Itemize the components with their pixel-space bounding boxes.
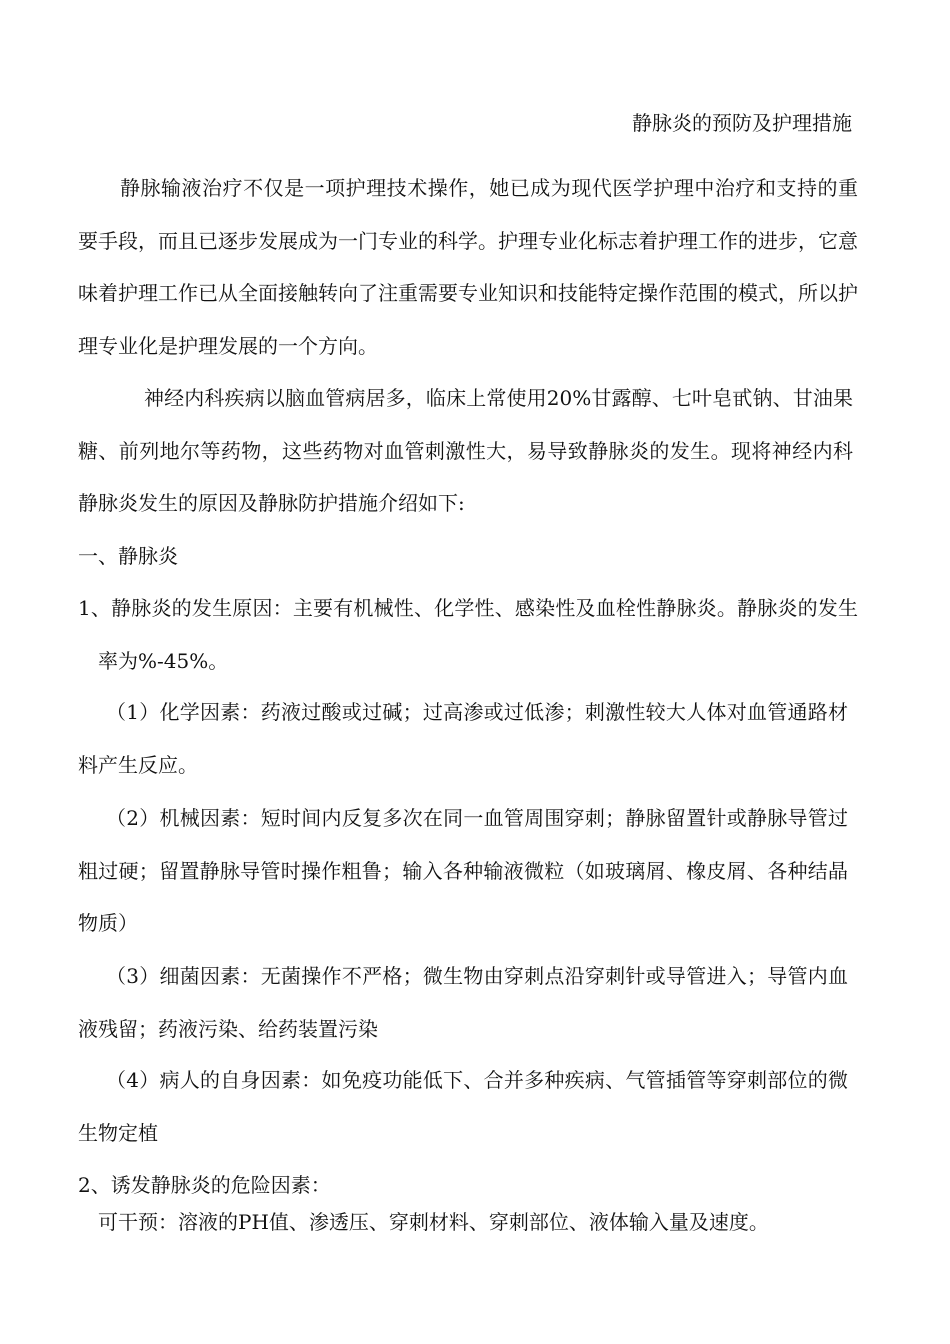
factor-patient: （4）病人的自身因素：如免疫功能低下、合并多种疾病、气管插管等穿刺部位的微生物定植: [78, 1068, 848, 1145]
list-item-causes: 1、静脉炎的发生原因：主要有机械性、化学性、感染性及血栓性静脉炎。静脉炎的发生率为%-45%。: [78, 596, 858, 673]
neuro-paragraph: 神经内科疾病以脑血管病居多，临床上常使用20%甘露醇、七叶皂甙钠、甘油果糖、前列地尔等药物，这些药物对血管刺激性大，易导致静脉炎的发生。现将神经内科静脉炎发生的原因及静脉防护措施介绍如下:: [78, 386, 853, 515]
factor-bacterial: （3）细菌因素：无菌操作不严格；微生物由穿刺点沿穿刺针或导管进入；导管内血液残留；药液污染、给药装置污染: [78, 964, 848, 1041]
document-title: 静脉炎的预防及护理措施: [632, 111, 852, 135]
list-item-risk-factors: 2、诱发静脉炎的危险因素：: [78, 1173, 331, 1197]
factor-chemical: （1）化学因素：药液过酸或过碱；过高渗或过低渗；刺激性较大人体对血管通路材料产生反应。: [78, 700, 848, 777]
factor-mechanical: （2）机械因素：短时间内反复多次在同一血管周围穿刺；静脉留置针或静脉导管过粗过硬；留置静脉导管时操作粗鲁；输入各种输液微粒（如玻璃屑、橡皮屑、各种结晶物质）: [78, 806, 848, 935]
section-heading-phlebitis: 一、静脉炎: [78, 544, 178, 568]
intro-paragraph: 静脉输液治疗不仅是一项护理技术操作，她已成为现代医学护理中治疗和支持的重要手段，而且已逐步发展成为一门专业的科学。护理专业化标志着护理工作的进步，它意味着护理工作已从全面接触转向了注重需要专业知识和技能特定操作范围的模式，所以护理专业化是护理发展的一个方向。: [78, 176, 858, 358]
risk-factors-detail: 可干预：溶液的PH值、渗透压、穿刺材料、穿刺部位、液体输入量及速度。: [98, 1210, 769, 1234]
